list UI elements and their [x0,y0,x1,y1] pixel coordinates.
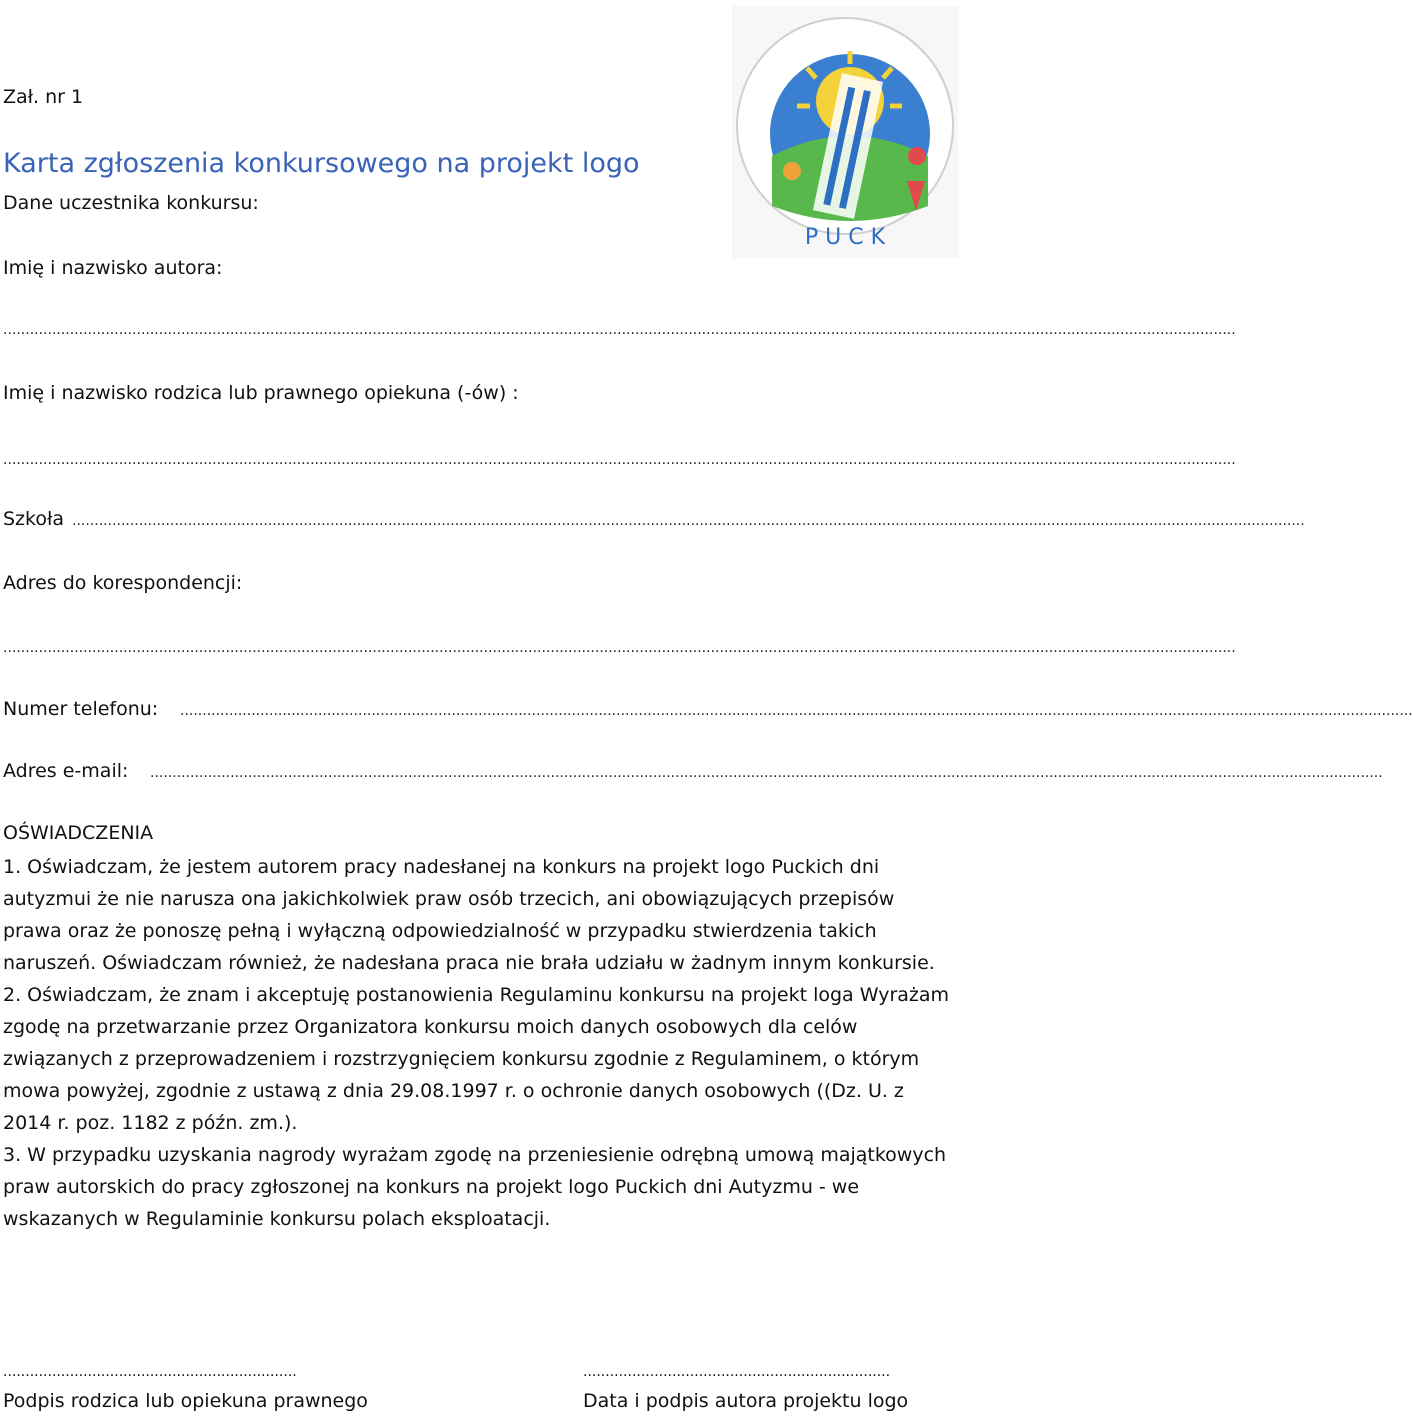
address-field[interactable]: ..................................................................................................................................................................................................................................................................................... [3,640,1236,656]
document-subtitle: Dane uczestnika konkursu: [3,192,259,214]
phone-field[interactable]: ..................................................................................................................................................................................................................................................................................... [180,703,1413,719]
parent-name-field[interactable]: ..................................................................................................................................................................................................................................................................................... [3,452,1236,468]
author-signature-label: Data i podpis autora projektu logo [583,1390,909,1412]
author-name-field[interactable]: ..................................................................................................................................................................................................................................................................................... [3,322,1236,338]
statements-heading: OŚWIADCZENIA [3,822,154,844]
svg-text:P U C K: P U C K [804,225,886,250]
foundation-logo [732,6,958,258]
phone-label: Numer telefonu: [3,698,159,720]
school-label: Szkoła [3,508,65,530]
statement-2: 2. Oświadczam, że znam i akceptuję postanowienia Regulaminu konkursu na projekt loga Wyrażam zgodę na przetwarzanie przez Organizatora konkursu moich danych osobowych dla celów związanych z przeprowadzeniem i rozstrzygnięciem konkursu zgodnie z Regulaminem, o którym mowa powyżej, zgodnie z ustawą z dnia 29.08.1997 r. o ochronie danych osobowych ((Dz. U. z 2014 r. poz. 1182 z późn. zm.). [3,984,950,1134]
statement-1: 1. Oświadczam, że jestem autorem pracy nadesłanej na konkurs na projekt logo Puckich dni autyzmui że nie narusza ona jakichkolwiek praw osób trzecich, ani obowiązujących przepisów prawa oraz że ponoszę pełną i wyłączną odpowiedzialność w przypadku stwierdzenia takich naruszeń. Oświadczam również, że nadesłana praca nie brała udziału w żadnym innym konkursie. [3,856,935,974]
parent-signature-field[interactable]: .................................................................. [3,1364,297,1380]
school-field[interactable]: ..................................................................................................................................................................................................................................................................................... [72,513,1305,529]
author-signature-field[interactable]: ..................................................................... [583,1364,891,1380]
statement-3: 3. W przypadku uzyskania nagrody wyrażam zgodę na przeniesienie odrębną umową majątkowych praw autorskich do pracy zgłoszonej na konkurs na projekt logo Puckich dni Autyzmu - we wskazanych w Regulaminie konkursu polach eksploatacji. [3,1144,947,1230]
email-field[interactable]: ..................................................................................................................................................................................................................................................................................... [150,765,1383,781]
statements-body [3,851,953,1235]
attachment-number: Zał. nr 1 [3,86,84,108]
document-title: Karta zgłoszenia konkursowego na projekt logo [3,148,640,179]
author-name-label: Imię i nazwisko autora: [3,257,223,279]
parent-name-label: Imię i nazwisko rodzica lub prawnego opiekuna (-ów) : [3,382,519,404]
parent-signature-label: Podpis rodzica lub opiekuna prawnego [3,1390,368,1412]
address-label: Adres do korespondencji: [3,572,243,594]
email-label: Adres e-mail: [3,760,129,782]
